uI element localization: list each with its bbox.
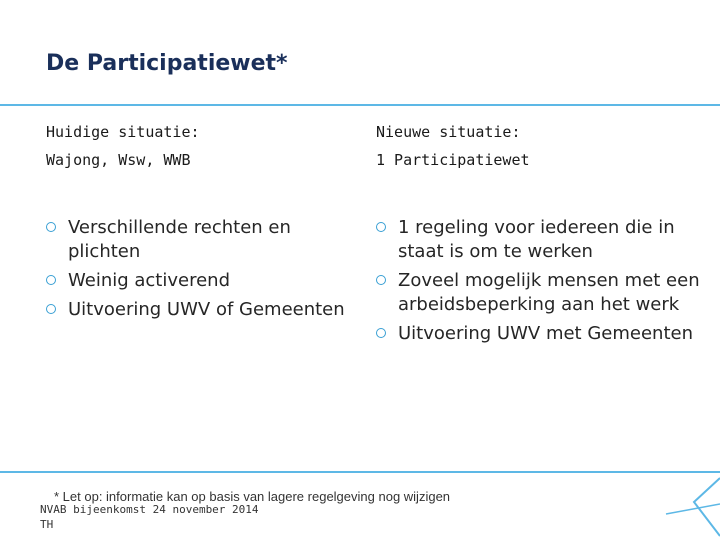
footnote: * Let op: informatie kan op basis van lagere regelgeving nog wijzigen (54, 489, 451, 504)
left-bullet-list (46, 216, 346, 322)
list-item (376, 216, 706, 264)
right-heading-line1: Nieuwe situatie: (376, 123, 521, 141)
title-divider (0, 104, 720, 106)
left-heading-line2: Wajong, Wsw, WWB (46, 151, 191, 169)
list-item-text: Uitvoering UWV met Gemeenten (398, 323, 693, 344)
right-heading-line2: 1 Participatiewet (376, 151, 530, 169)
circle-bullet-icon (376, 222, 386, 232)
left-heading (46, 118, 346, 174)
slide-title: De Participatiewet* (46, 51, 288, 76)
corner-decoration-icon (660, 476, 720, 540)
list-item-text: Uitvoering UWV of Gemeenten (68, 299, 345, 320)
list-item (376, 269, 706, 317)
list-item-text: 1 regeling voor iedereen die in staat is om te werken (398, 217, 675, 262)
footer-event: NVAB bijeenkomst 24 november 2014 (40, 503, 259, 516)
circle-bullet-icon (376, 275, 386, 285)
circle-bullet-icon (376, 328, 386, 338)
list-item-text: Weinig activerend (68, 270, 230, 291)
list-item (376, 322, 706, 346)
right-bullet-list (376, 216, 706, 346)
list-item (46, 298, 346, 322)
list-item (46, 269, 346, 293)
left-heading-line1: Huidige situatie: (46, 123, 200, 141)
right-column (376, 118, 706, 351)
footer-initials: TH (40, 518, 54, 531)
right-heading (376, 118, 706, 174)
slide-footer (40, 502, 259, 532)
list-item-text: Verschillende rechten en plichten (68, 217, 291, 262)
left-column (46, 118, 346, 327)
list-item (46, 216, 346, 264)
circle-bullet-icon (46, 222, 56, 232)
circle-bullet-icon (46, 304, 56, 314)
list-item-text: Zoveel mogelijk mensen met een arbeidsbeperking aan het werk (398, 270, 700, 315)
footer-divider (0, 471, 720, 473)
circle-bullet-icon (46, 275, 56, 285)
